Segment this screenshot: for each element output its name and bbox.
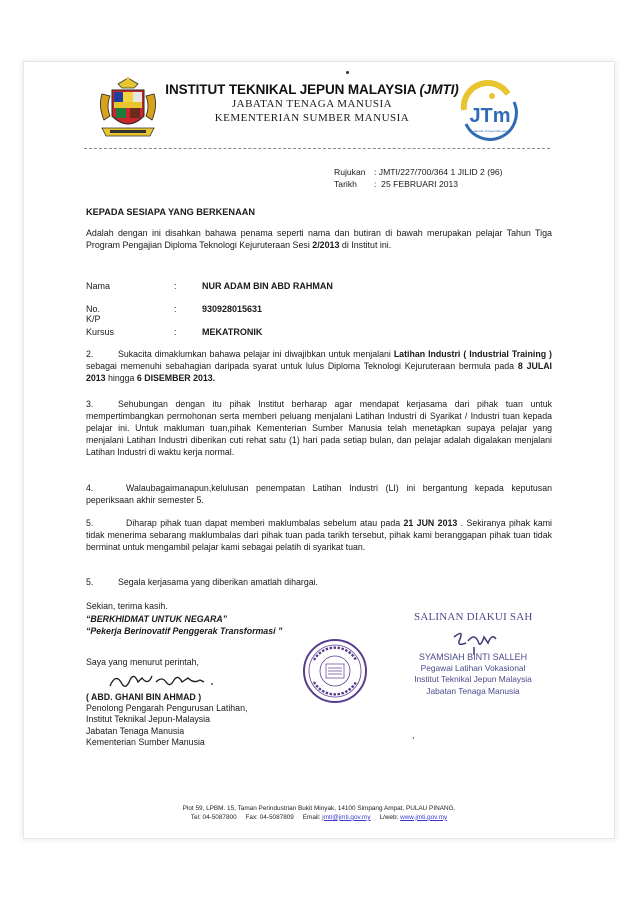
letter-footer xyxy=(100,805,538,823)
ic-value: 930928015631 xyxy=(202,304,263,314)
tarikh-label: Tarikh xyxy=(334,179,357,189)
saya-line: Saya yang menurut perintah, xyxy=(86,657,199,667)
footer-address: Plot 59, LPBM. 15, Taman Perindustrian Bukit Minyak, 14100 Simpang Ampat, PULAU PINANG. xyxy=(182,805,456,812)
paragraph-2 xyxy=(86,348,552,384)
stray-mark: , xyxy=(412,730,415,740)
tarikh-value: 25 FEBRUARI 2013 xyxy=(381,179,459,189)
certified-by-block xyxy=(414,652,532,697)
letterhead xyxy=(162,82,462,125)
reference-block: Rujukan : JMTI/227/700/364 1 JILID 2 (96) Tarikh : 25 FEBRUARI 2013 xyxy=(334,167,503,189)
certified-copy-title: SALINAN DIAKUI SAH xyxy=(414,611,533,623)
certifier-institute: Institut Teknikal Jepun Malaysia xyxy=(414,674,532,685)
footer-contacts xyxy=(100,814,538,823)
certifier-name: SYAMSIAH BINTI SALLEH xyxy=(418,652,528,662)
footer-web-link[interactable]: www.jmti.gov.my xyxy=(400,813,448,821)
para4-number: 4. xyxy=(86,483,94,493)
certifier-department: Jabatan Tenaga Manusia xyxy=(426,685,520,696)
paragraph-4 xyxy=(86,482,552,506)
signature-ghani xyxy=(108,668,228,692)
name-label: Nama xyxy=(86,281,111,291)
institute-abbr: (JMTI) xyxy=(419,82,459,97)
footer-email-label: Email: xyxy=(302,813,321,821)
para2-text-1: Sukacita dimaklumkan bahawa pelajar ini diwajibkan untuk menjalani xyxy=(118,349,394,359)
footer-web-label: L/web: xyxy=(379,813,399,821)
coat-of-arms-icon xyxy=(96,76,160,144)
para5-text-1: Diharap pihak tuan dapat memberi maklumbalas sebelum atau pada xyxy=(126,518,404,528)
para5-deadline: 21 JUN 2013 xyxy=(403,518,458,528)
signer-ministry: Kementerian Sumber Manusia xyxy=(86,736,205,747)
para2-text-2: sebagai memenuhi sebahagian daripada syarat untuk lulus Diploma Teknologi Kejuruteraan bermula pada xyxy=(86,361,518,372)
name-value: NUR ADAM BIN ABD RAHMAN xyxy=(202,281,333,291)
letter-heading: KEPADA SESIAPA YANG BERKENAAN xyxy=(86,207,255,217)
signer-department: Jabatan Tenaga Manusia xyxy=(86,725,185,736)
paragraph-3 xyxy=(86,398,552,458)
institute-name xyxy=(162,82,462,97)
intro-text-a: Adalah dengan ini disahkan bahawa penama seperti nama dan butiran di bawah merupakan pelajar Tahun Tiga Program Pengajian Diploma Teknologi Kejuruteraan Sesi xyxy=(86,228,552,251)
signer-title: Penolong Pengarah Pengurusan Latihan, xyxy=(86,703,248,714)
certifier-title: Pegawai Latihan Vokasional xyxy=(420,663,526,674)
jtm-logo-text: JTm xyxy=(469,105,511,127)
ic-label: No. K/P xyxy=(86,304,101,324)
motto-line-2: “Pekerja Berinovatif Penggerak Transformasi ” xyxy=(86,626,283,637)
name-colon: : xyxy=(174,281,177,291)
para4-text: Walaubagaimanapun,kelulusan penempatan Latihan Industri (LI) ini bergantung kepada keputusan peperiksaan akhir semester 5. xyxy=(86,483,552,506)
intro-text-c: di Institut ini. xyxy=(339,240,392,251)
para2-text-3: hingga xyxy=(105,373,137,384)
footer-email-link[interactable]: jmti@jmti.gov.my xyxy=(322,813,371,821)
para6-number: 5. xyxy=(86,577,94,587)
signer-name: ( ABD. GHANI BIN AHMAD ) xyxy=(86,692,202,702)
para2-number: 2. xyxy=(86,349,94,359)
intro-session: 2/2013 xyxy=(312,240,340,251)
ic-colon: : xyxy=(174,304,177,314)
footer-tel: Tel: 04-5087800 xyxy=(190,813,237,821)
rujukan-label: Rujukan xyxy=(334,167,366,177)
para3-text: Sehubungan dengan itu pihak Institut berharap agar mendapat kerjasama dari pihak tuan untuk mempertimbangkan permohonan serta memberi peluang menjalani Latihan Industri di Syarikat / Industri tuan kepada pelajar ini. Untuk makluman tuan,pihak Kementerian Sumber Manusia telah menetapkan supaya pelajar yang menjalani Latihan Industri diberikan cuti rehat satu (1) hari pada setiap bulan, dan pelajar adalah digalakan menjalani Latihan Industri di waktu kerja normal. xyxy=(86,399,552,458)
motto-line-1: “BERKHIDMAT UNTUK NEGARA” xyxy=(86,614,228,624)
header-divider xyxy=(84,148,550,149)
signer-institute: Institut Teknikal Jepun-Malaysia xyxy=(86,714,211,725)
para2-start-date: 8 JULAI 2013 xyxy=(86,361,552,384)
footer-fax: Fax: 04-5087809 xyxy=(245,813,294,821)
paragraph-6 xyxy=(86,576,552,588)
official-stamp-icon xyxy=(302,638,368,704)
para6-text: Segala kerjasama yang diberikan amatlah dihargai. xyxy=(118,577,319,587)
speck xyxy=(346,71,349,74)
institute-name-text: INSTITUT TEKNIKAL JEPUN MALAYSIA xyxy=(165,82,416,97)
para2-bold-training: Latihan Industri ( Industrial Training ) xyxy=(393,349,552,359)
course-colon: : xyxy=(174,327,177,337)
para2-end-date: 6 DISEMBER 2013. xyxy=(136,373,216,384)
motto xyxy=(86,613,282,638)
para5-number: 5. xyxy=(86,518,94,528)
rujukan-value: JMTI/227/700/364 1 JILID 2 (96) xyxy=(378,167,503,177)
jtm-logo-icon xyxy=(452,80,522,144)
closing-line: Sekian, terima kasih. xyxy=(86,601,168,611)
para3-number: 3. xyxy=(86,399,94,409)
signer-block xyxy=(86,692,247,748)
ministry-name: KEMENTERIAN SUMBER MANUSIA xyxy=(214,112,410,124)
department-name: JABATAN TENAGA MANUSIA xyxy=(231,98,393,110)
para5-text-2: . Sekiranya pihak kami tidak menerima sebarang maklumbalas dari pihak tuan pada tarikh tersebut, pihak kami beranggapan pihak tuan tidak berminat untuk mengambil pelajar kami sebagai pelatih di syarikat tuan. xyxy=(86,518,552,553)
course-label: Kursus xyxy=(86,327,115,337)
paragraph-5 xyxy=(86,517,552,553)
jtm-logo-small: Jabatan Tenaga Manusia xyxy=(473,129,507,133)
intro-paragraph xyxy=(86,227,552,251)
letter-body xyxy=(86,206,552,252)
course-value: MEKATRONIK xyxy=(202,327,263,337)
